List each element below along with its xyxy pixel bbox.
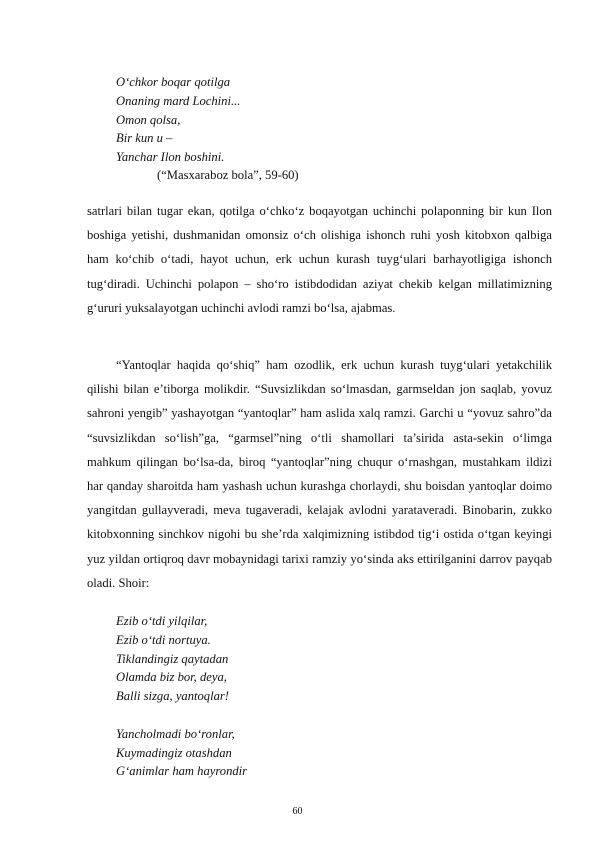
verse-line: G‘animlar ham hayrondir — [116, 764, 248, 779]
verse-line: Balli sizga, yantoqlar! — [116, 689, 229, 704]
verse-excerpt-2 — [116, 612, 247, 781]
paragraph-text: “Yantoqlar haqida qo‘shiq” ham ozodlik, erk uchun kurash tuyg‘ulari yetakchilik qilishi bilan e’tiborga molikdir. “Suvsizlikdan so‘lmasdan, garmseldan jon saqlab, yovuz sahroni yengib” yashayotgan “yantoqlar” ham aslida xalq ramzi. Garchi u “yovuz sahro”da “suvsizlikdan so‘lish”ga, “garmsel”ning o‘tli shamollari ta’sirida asta-sekin o‘limga mahkum qilingan bo‘lsa-da, biroq “yantoqlar”ning chuqur o‘rnashgan, mustahkam ildizi har qanday sharoitda ham yashash uchun kurashga chorlaydi, shu boisdan yantoqlar doimo yangitdan gullayveradi, meva tugaveradi, kelajak avlodni yarataveradi. Binobarin, zukko kitobxonning sinchkov nigohi bu she’rda xalqimizning istibdod tig‘i ostida o‘tgan keyingi yuz yildan ortiqroq davr mobaynidagi tarixi ramziy yo‘sinda aks ettirilganini darrov payqab oladi. Shoir: — [87, 358, 552, 590]
stanza-break — [116, 706, 247, 725]
paragraph-text: satrlari bilan tugar ekan, qotilga o‘chko‘z boqayotgan uchinchi polaponning bir kun Ilon boshiga yetishi, dushmanidan omonsiz o‘ch olishiga ishonch ruhi yosh kitobxon qalbiga ham ko‘chib o‘tadi, hayot uchun, erk uchun kurash tuyg‘ulari barhayotligiga ishonch tug‘diradi. Uchinchi polapon – sho‘ro istibdodidan aziyat chekib kelgan millatimizning g‘ururi yuksalayotgan uchinchi avlodi ramzi bo‘lsa, ajabmas. — [87, 204, 552, 315]
verse-line: Kuymadingiz otashdan — [116, 745, 232, 760]
verse-line: Omon qolsa, — [116, 112, 181, 127]
page-number: 60 — [292, 806, 303, 817]
verse-line: Yancholmadi bo‘ronlar, — [116, 726, 235, 741]
verse-line: O‘chkor boqar qotilga — [116, 75, 231, 89]
verse-line: Ezib o‘tdi nortuya. — [116, 632, 211, 647]
verse-line: Yanchar Ilon boshini. — [116, 150, 225, 165]
verse-excerpt-1 — [116, 73, 240, 167]
source-citation: (“Masxaraboz bola”, 59-60) — [157, 168, 299, 182]
body-paragraph-2 — [87, 353, 552, 595]
verse-line: Tiklandingiz qaytadan — [116, 651, 229, 666]
verse-line: Ezib o‘tdi yilqilar, — [116, 614, 208, 628]
body-paragraph-1 — [87, 199, 552, 320]
verse-line: Olamda biz bor, deya, — [116, 670, 227, 685]
verse-line: Onaning mard Lochini... — [116, 93, 241, 108]
verse-line: Bir kun u – — [116, 131, 173, 146]
